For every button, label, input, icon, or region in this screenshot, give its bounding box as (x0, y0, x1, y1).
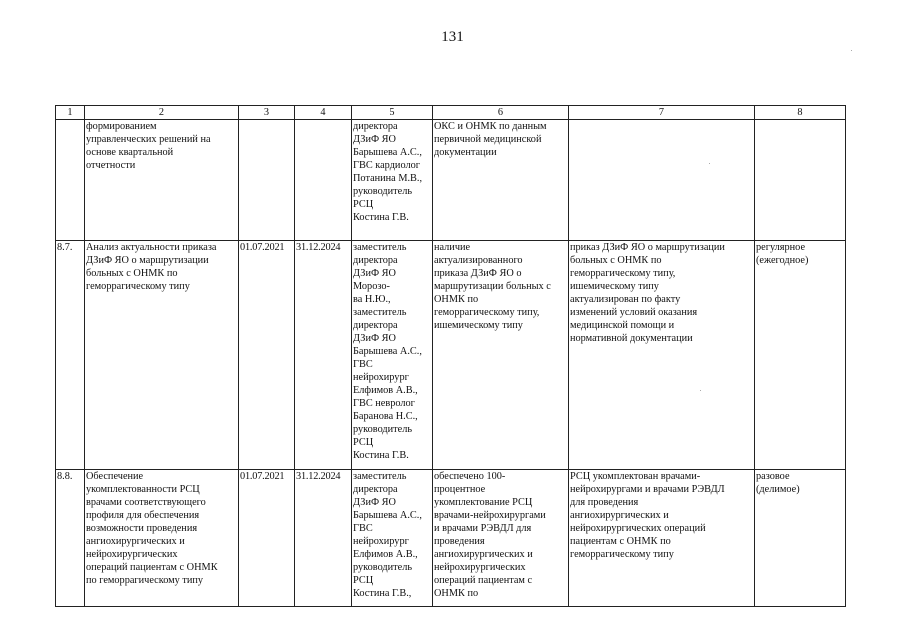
page-number: 131 (441, 29, 464, 45)
indicator: приказ ДЗиФ ЯО о маршрутизации больных с ОНМК по геморрагическому типу, ишемическому типу актуализирован по факту изменений условий оказания медицинской помощи и нормативной документации (569, 241, 755, 470)
frequency (755, 120, 846, 241)
column-header: 5 (352, 106, 433, 120)
item-number (56, 120, 85, 241)
scan-speck (851, 50, 852, 51)
start-date: 01.07.2021 (239, 241, 295, 470)
column-header: 6 (433, 106, 569, 120)
table-row (56, 470, 846, 607)
column-header: 3 (239, 106, 295, 120)
column-header: 4 (295, 106, 352, 120)
end-date: 31.12.2024 (295, 241, 352, 470)
item-name: формированием управленческих решений на основе квартальной отчетности (85, 120, 239, 241)
expected-result: ОКС и ОНМК по данным первичной медицинской документации (433, 120, 569, 241)
item-number: 8.8. (56, 470, 85, 607)
column-header: 1 (56, 106, 85, 120)
frequency: разовое (делимое) (755, 470, 846, 607)
start-date (239, 120, 295, 241)
item-number: 8.7. (56, 241, 85, 470)
expected-result: обеспечено 100- процентное укомплектование РСЦ врачами-нейрохирургами и врачами РЭВДЛ для проведения ангиохирургических и нейрохирургических операций пациентам с ОНМК по (433, 470, 569, 607)
start-date: 01.07.2021 (239, 470, 295, 607)
scan-speck (709, 163, 710, 164)
item-name: Обеспечение укомплектованности РСЦ врачами соответствующего профиля для обеспечения возможности проведения ангиохирургических и нейрохирургических операций пациентам с ОНМК по геморрагическому типу (85, 470, 239, 607)
table-header-row (56, 106, 846, 120)
action-plan-table (55, 105, 846, 607)
item-name: Анализ актуальности приказа ДЗиФ ЯО о маршрутизации больных с ОНМК по геморрагическому типу (85, 241, 239, 470)
column-header: 8 (755, 106, 846, 120)
end-date: 31.12.2024 (295, 470, 352, 607)
column-header: 2 (85, 106, 239, 120)
frequency: регулярное (ежегодное) (755, 241, 846, 470)
responsible: заместитель директора ДЗиФ ЯО Морозо- ва Н.Ю., заместитель директора ДЗиФ ЯО Барышева А.С., ГВС нейрохирург Елфимов А.В., ГВС невролог Баранова Н.С., руководитель РСЦ Костина Г.В. (352, 241, 433, 470)
scan-speck (700, 390, 701, 391)
indicator (569, 120, 755, 241)
table-row (56, 241, 846, 470)
table-row (56, 120, 846, 241)
responsible: заместитель директора ДЗиФ ЯО Барышева А.С., ГВС нейрохирург Елфимов А.В., руководитель РСЦ Костина Г.В., (352, 470, 433, 607)
indicator: РСЦ укомплектован врачами- нейрохирургами и врачами РЭВДЛ для проведения ангиохирургических и нейрохирургических операций пациентам с ОНМК по геморрагическому типу (569, 470, 755, 607)
column-header: 7 (569, 106, 755, 120)
end-date (295, 120, 352, 241)
responsible: директора ДЗиФ ЯО Барышева А.С., ГВС кардиолог Потанина М.В., руководитель РСЦ Костина Г.В. (352, 120, 433, 241)
expected-result: наличие актуализированного приказа ДЗиФ ЯО о маршрутизации больных с ОНМК по геморрагическому типу, ишемическому типу (433, 241, 569, 470)
